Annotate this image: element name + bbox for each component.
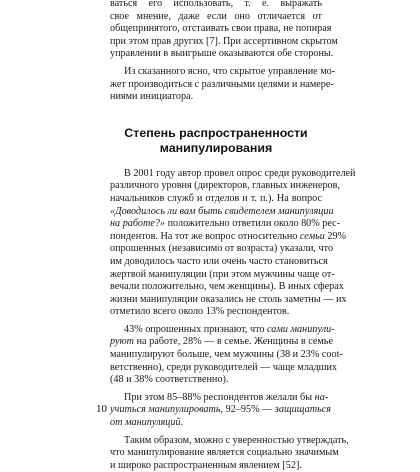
text-line: 43% опрошенных признают, что сами манипули- (124, 323, 335, 335)
text-line: и широко распространенным явлением [52]. (110, 459, 302, 471)
text-column (110, 0, 356, 472)
text-line: жертвой манипуляции (при этом мужчины чаще от- (110, 268, 335, 280)
italic-phrase: на- (314, 391, 329, 403)
learning-wish-paragraph (110, 391, 332, 430)
text-line: При этом 85–88% респондентов желали бы на- (124, 391, 329, 403)
intro-paragraph (110, 0, 338, 61)
italic-phrase: руют (110, 336, 135, 348)
text-line: (48 и 38% соответственно). (110, 374, 229, 386)
text-line: управлении в выигрыше оказываются обе стороны. (110, 48, 334, 60)
page-number: 10 (96, 403, 107, 415)
text-line: Таким образом, можно с уверенностью утверждать, (124, 434, 349, 446)
section-heading (110, 126, 322, 156)
text-line: свое мнение, даже если оно отличается от (110, 10, 322, 22)
italic-phrase: защищаться (274, 404, 332, 416)
italic-phrase: учиться манипулировать (110, 404, 221, 416)
italic-question: «Доводилось ли вам быть свидетелем манипуляции (110, 205, 334, 217)
text-line: опрошенных (независимо от возраста) указали, что (110, 243, 334, 255)
italic-phrase: от манипуляций (110, 417, 181, 429)
text-line: ваться его использовать, т. е. выражать (110, 0, 322, 9)
italic-phrase: сами манипули- (267, 323, 335, 335)
text-line: при этом прав других [7]. При ассертивном скрытом (110, 35, 338, 47)
text-line: им доводилось часто или очень часто становиться (110, 255, 328, 267)
manipulation-stats-paragraph (110, 323, 343, 387)
text-line: на работе?» положительно ответили около 80% рес- (110, 218, 341, 230)
text-line: жет производиться с различными целями и намере- (110, 78, 334, 90)
text-line: различного уровня (директоров, главных инженеров, (110, 180, 341, 192)
text-line: отметило всего около 13% респондентов. (110, 306, 290, 318)
text-line: что манипулирование является социально значимым (110, 447, 339, 459)
text-line: пондентов. На тот же вопрос относительно семьи 29% (110, 230, 347, 242)
text-line: манипулируют больше, чем мужчины (38 и 23% сoot- (110, 349, 343, 361)
text-line: от манипуляций. (110, 417, 184, 429)
text-line: руют на работе, 28% — в семье. Женщины в семье (110, 336, 333, 348)
conclusion-paragraph (110, 65, 336, 104)
section-heading-line: Степень распространенности (124, 125, 308, 140)
section-heading-line: манипулирования (159, 140, 273, 155)
text-line: В 2001 году автор провел опрос среди руководителей (124, 167, 356, 179)
text-line: вечали положительно, чем женщины). В иных сферах (110, 281, 344, 293)
italic-question: на работе?» (110, 218, 166, 230)
text-line: Из сказанного ясно, что скрытое управление мо- (124, 65, 336, 77)
text-line (110, 205, 334, 219)
text-line: ветственно), среди руководителей — чаще младших (110, 361, 338, 373)
text-line: общепринятого, отстаивать свои права, не попирая (110, 23, 332, 35)
final-paragraph (110, 434, 349, 472)
survey-paragraph (110, 167, 356, 319)
italic-word: семьи (299, 230, 325, 242)
text-line: ниями инициатора. (110, 91, 194, 103)
text-line: жизни манипуляции оказались не столь заметны — их (110, 293, 347, 305)
text-line: начальников служб и отделов и т. п.). На вопрос (110, 192, 322, 204)
text-line: учиться манипулировать, 92–95% — защищаться (110, 404, 332, 416)
